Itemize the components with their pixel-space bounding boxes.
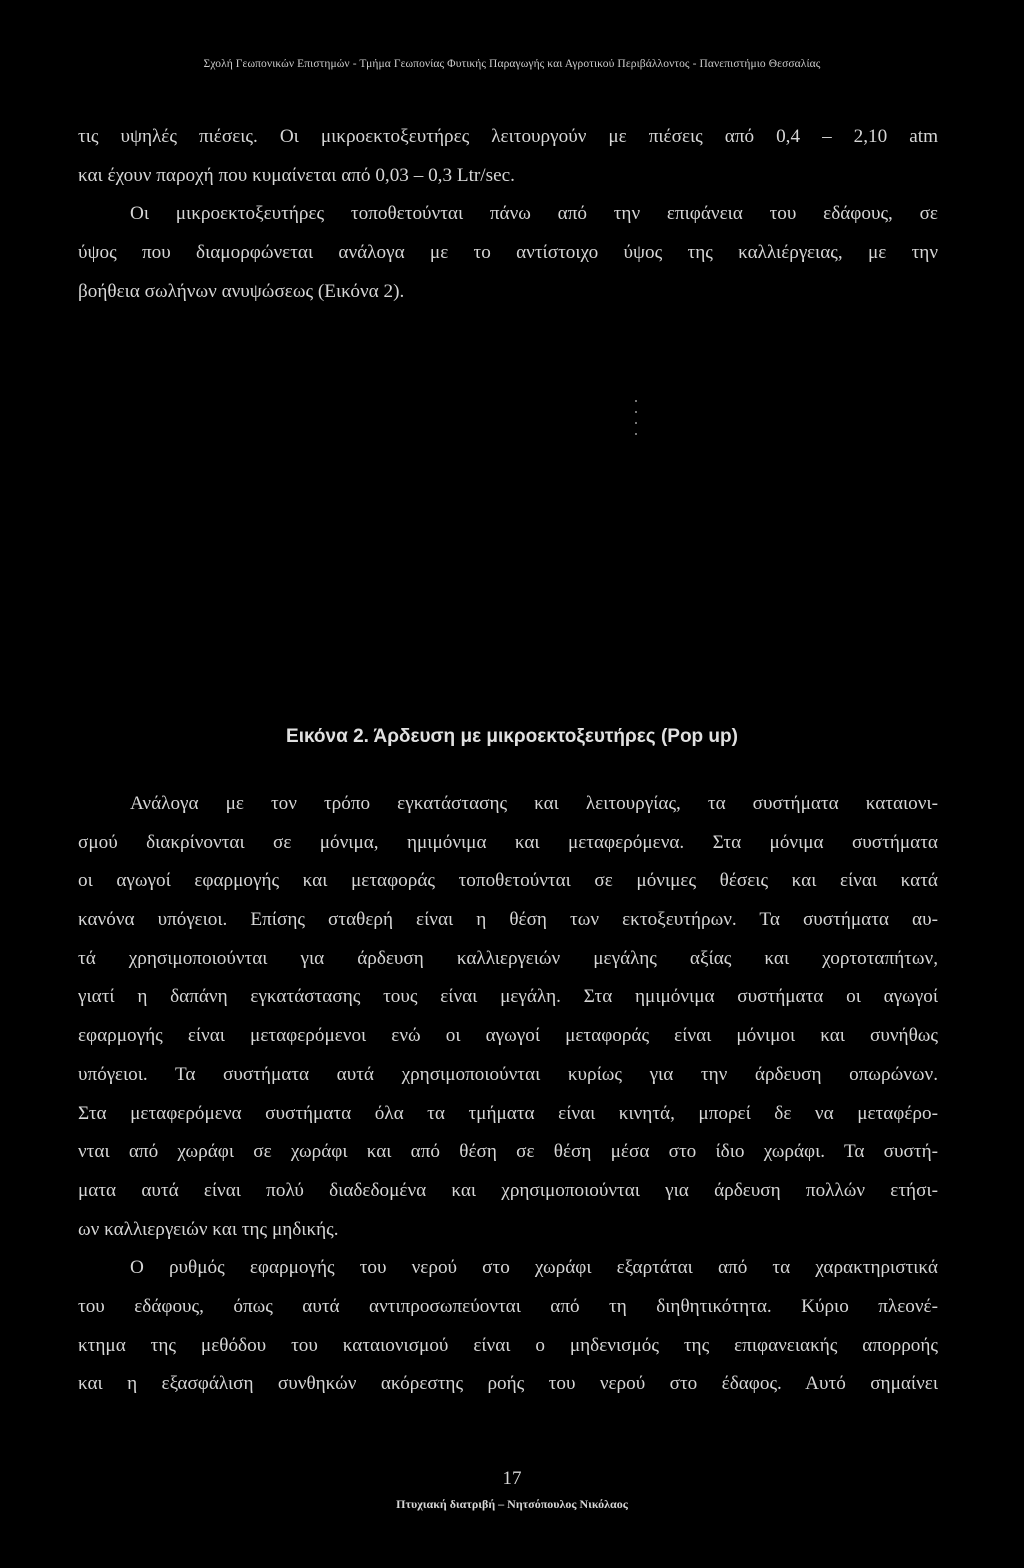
page-header: Σχολή Γεωπονικών Επιστημών - Τμήμα Γεωπονίας Φυτικής Παραγωγής και Αγροτικού Περιβάλλοντος - Πανεπιστήμιο Θεσσαλίας <box>203 58 821 70</box>
text-line: ων καλλιεργειών και της μηδικής. <box>78 1218 339 1240</box>
text-line: κτημα της μεθόδου του καταιονισμού είναι ο μηδενισμός της επιφανειακής απορροής <box>78 1334 938 1356</box>
text-line: εφαρμογής είναι μεταφερόμενοι ενώ οι αγωγοί μεταφοράς είναι μόνιμοι και συνήθως <box>78 1025 938 1047</box>
figure-artifact-dots <box>635 400 639 450</box>
text-line: κανόνα υπόγειοι. Επίσης σταθερή είναι η θέση των εκτοξευτήρων. Τα συστήματα αυ- <box>78 909 938 931</box>
text-line: και η εξασφάλιση συνθηκών ακόρεστης ροής του νερού στο έδαφος. Αυτό σημαίνει <box>78 1373 938 1395</box>
text-line: τά χρησιμοποιούνται για άρδευση καλλιεργειών μεγάλης αξίας και χορτοταπήτων, <box>78 947 938 969</box>
text-line: σμού διακρίνονται σε μόνιμα, ημιμόνιμα και μεταφερόμενα. Στα μόνιμα συστήματα <box>78 831 938 853</box>
footer-credit: Πτυχιακή διατριβή – Νητσόπουλος Νικόλαος <box>396 1497 628 1511</box>
text-line: τις υψηλές πιέσεις. Οι μικροεκτοξευτήρες λειτουργούν με πιέσεις από 0,4 – 2,10 atm <box>78 126 938 147</box>
text-line: οι αγωγοί εφαρμογής και μεταφοράς τοποθετούνται σε μόνιμες θέσεις και είναι κατά <box>78 870 938 892</box>
text-line: και έχουν παροχή που κυμαίνεται από 0,03 – 0,3 Ltr/sec. <box>78 164 515 186</box>
text-line: Ο ρυθμός εφαρμογής του νερού στο χωράφι εξαρτάται από τα χαρακτηριστικά <box>130 1257 938 1279</box>
text-line: ύψος που διαμορφώνεται ανάλογα με το αντίστοιχο ύψος της καλλιέργειας, με την <box>78 242 938 264</box>
text-line: βοήθεια σωλήνων ανυψώσεως (Εικόνα 2). <box>78 280 405 302</box>
text-line: γιατί η δαπάνη εγκατάστασης τους είναι μεγάλη. Στα ημιμόνιμα συστήματα οι αγωγοί <box>78 986 938 1008</box>
figure-caption: Εικόνα 2. Άρδευση με μικροεκτοξευτήρες (Pop up) <box>286 726 738 747</box>
text-line: νται από χωράφι σε χωράφι και από θέση σε θέση μέσα στο ίδιο χωράφι. Τα συστή- <box>78 1141 938 1163</box>
figure-image <box>78 330 938 710</box>
page-number: 17 <box>502 1468 522 1489</box>
bottom-paragraphs <box>78 785 938 1404</box>
text-line: του εδάφους, όπως αυτά αντιπροσωπεύονται από τη διηθητικότητα. Κύριο πλεονέ- <box>78 1295 938 1317</box>
text-line: υπόγειοι. Τα συστήματα αυτά χρησιμοποιούνται κυρίως για την άρδευση οπωρώνων. <box>78 1063 938 1085</box>
text-line: Στα μεταφερόμενα συστήματα όλα τα τμήματα είναι κινητά, μπορεί δε να μεταφέρο- <box>78 1102 938 1124</box>
text-line: Οι μικροεκτοξευτήρες τοποθετούνται πάνω από την επιφάνεια του εδάφους, σε <box>130 203 938 225</box>
top-paragraphs <box>78 118 938 311</box>
text-line: ματα αυτά είναι πολύ διαδεδομένα και χρησιμοποιούνται για άρδευση πολλών ετήσι- <box>78 1179 938 1201</box>
text-line: Ανάλογα με τον τρόπο εγκατάστασης και λειτουργίας, τα συστήματα καταιονι- <box>130 793 938 814</box>
